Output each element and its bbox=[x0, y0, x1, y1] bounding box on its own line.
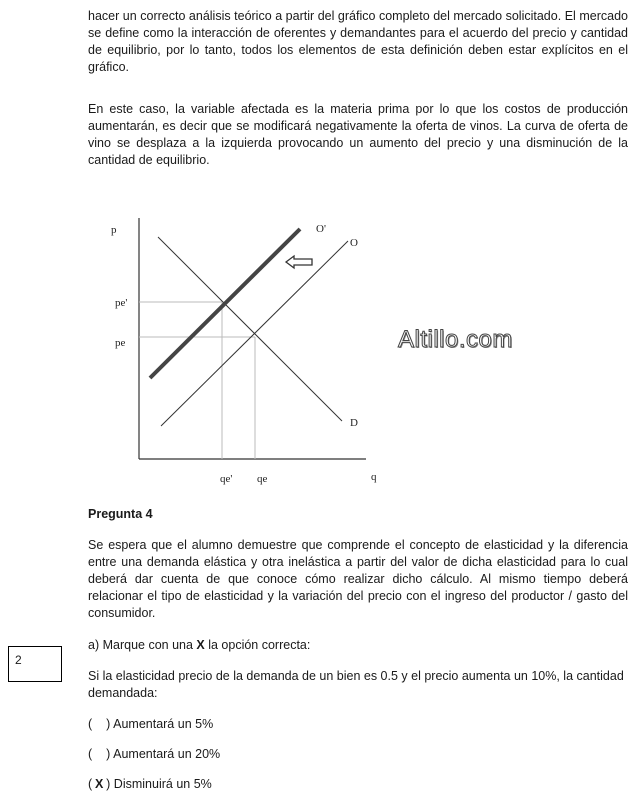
question-intro: Se espera que el alumno demuestre que comprende el concepto de elasticidad y la diferencia entre una demanda elástica y otra inelástica a partir del valor de dicha elasticidad para lo cual deberá dar cuenta de que conoce cómo realizar dicho cálculo. Al mismo tiempo deberá relacionar el tipo de elasticidad y la variación del precio con el ingreso del productor / gasto del consumidor. bbox=[88, 538, 628, 620]
paragraph-market-analysis: hacer un correcto análisis teórico a partir del gráfico completo del mercado solicitado. El mercado se define como la interacción de oferentes y demandantes para el acuerdo del precio y cantidad de equilibrio, por lo tanto, todos los elementos de esta definición deben estar explícitos en el gráfico. bbox=[88, 9, 628, 74]
page-number-box bbox=[8, 646, 62, 682]
paragraph-supply-shift: En este caso, la variable afectada es la materia prima por lo que los costos de producción aumentarán, es decir que se modificará negativamente la oferta de vinos. La curva de oferta de vino se desplaza a la izquierda provocando un aumento del precio y una disminución de la cantidad de equilibrio. bbox=[88, 102, 628, 167]
qty-new-label: qe' bbox=[220, 473, 233, 485]
option-1[interactable]: ( ) Aumentará un 5% bbox=[88, 717, 214, 731]
price-new-label: pe' bbox=[115, 297, 128, 309]
demand-curve bbox=[158, 237, 342, 421]
supply-old-label: O bbox=[350, 237, 358, 249]
page-number: 2 bbox=[15, 653, 22, 667]
option-3-mark: X bbox=[95, 777, 104, 791]
axis-y-label: p bbox=[111, 224, 117, 236]
question-heading: Pregunta 4 bbox=[88, 507, 153, 521]
instruction-pre: a) Marque con una bbox=[88, 638, 197, 652]
axis-x-label: q bbox=[371, 471, 377, 483]
demand-label: D bbox=[350, 417, 358, 429]
instruction-post: la opción correcta: bbox=[204, 638, 311, 652]
watermark-text: Altillo.com bbox=[398, 326, 513, 353]
option-2[interactable]: ( ) Aumentará un 20% bbox=[88, 747, 221, 761]
supply-new-label: O' bbox=[316, 223, 326, 235]
instruction-line bbox=[88, 637, 628, 654]
option-1-text: ) Aumentará un 5% bbox=[106, 717, 214, 731]
qty-old-label: qe bbox=[257, 473, 268, 485]
option-3[interactable]: ( X ) Disminuirá un 5% bbox=[88, 777, 212, 791]
option-2-text: ) Aumentará un 20% bbox=[106, 747, 221, 761]
option-3-text: ) Disminuirá un 5% bbox=[106, 777, 212, 791]
question-statement: Si la elasticidad precio de la demanda de un bien es 0.5 y el precio aumenta un 10%, la cantidad demandada: bbox=[88, 669, 624, 700]
left-shift-arrow bbox=[286, 256, 312, 268]
instruction-mark: X bbox=[196, 638, 205, 652]
price-old-label: pe bbox=[115, 337, 126, 349]
